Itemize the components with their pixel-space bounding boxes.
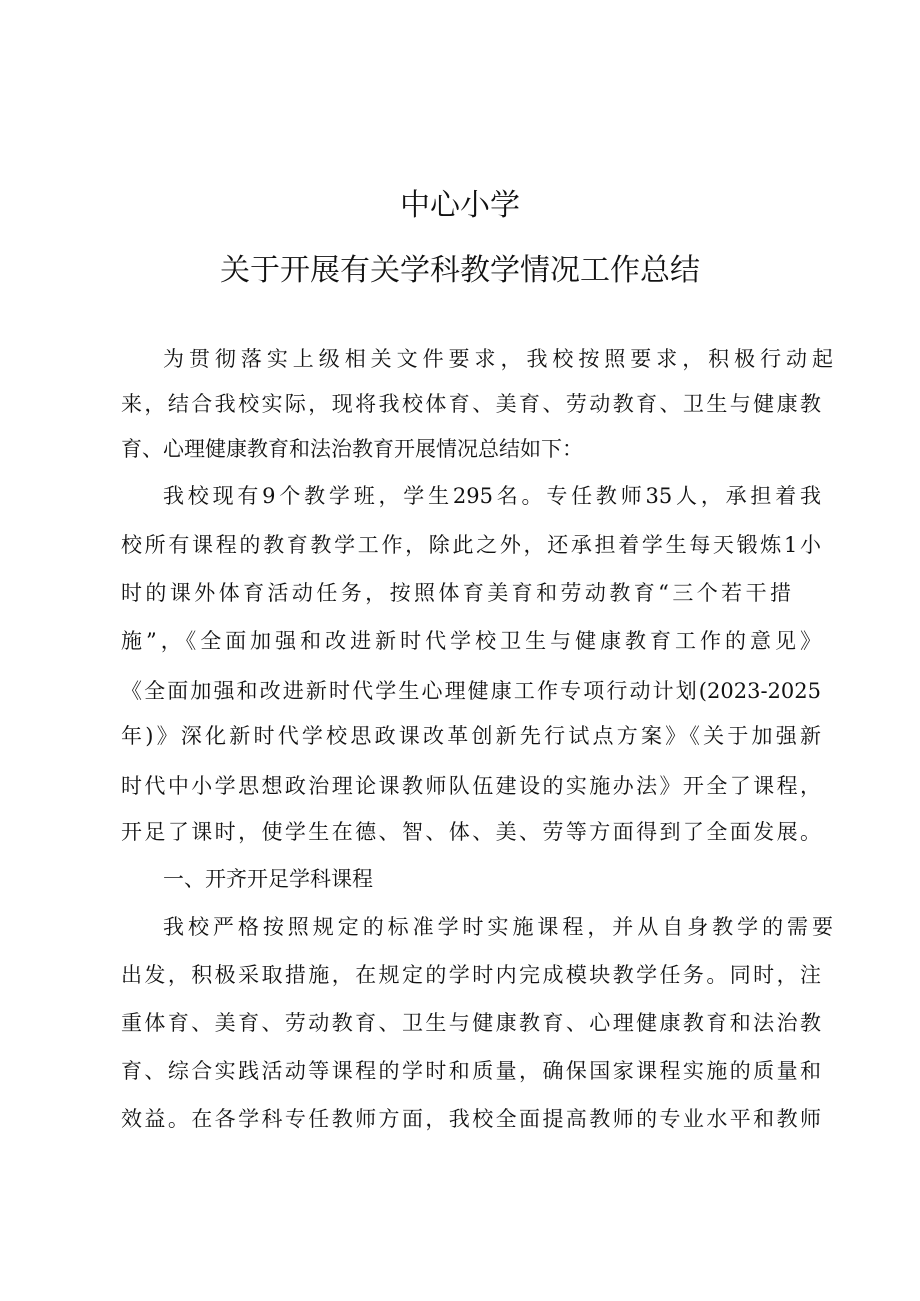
paragraph-2-line-3: 时的课外体育活动任务，按照体育美育和劳动教育“三个若干措 [121,581,791,605]
paragraph-3-line-4: 育、综合实践活动等课程的学时和质量，确保国家课程实施的质量和 [121,1059,821,1083]
paragraph-2-line-1: 我校现有9个教学班，学生295名。专任教师35人，承担着我 [163,484,821,508]
paragraph-3-line-1: 我校严格按照规定的标准学时实施课程，并从自身教学的需要 [163,915,833,939]
paragraph-2-line-6: 年)》深化新时代学校思政课改革创新先行试点方案》《关于加强新 [121,724,821,748]
document-title-main: 关于开展有关学科教学情况工作总结 [220,253,700,288]
paragraph-2-line-2: 校所有课程的教育教学工作，除此之外，还承担着学生每天锻炼1小 [121,533,821,557]
document-title-school: 中心小学 [400,188,520,223]
section-heading-1: 一、开齐开足学科课程 [163,867,373,891]
paragraph-2-line-4: 施”，《全面加强和改进新时代学校卫生与健康教育工作的意见》 [121,629,821,653]
paragraph-1-line-1: 为贯彻落实上级相关文件要求，我校按照要求，积极行动起 [163,347,833,371]
paragraph-2-line-7: 时代中小学思想政治理论课教师队伍建设的实施办法》开全了课程， [121,774,821,798]
paragraph-1-line-2: 来，结合我校实际，现将我校体育、美育、劳动教育、卫生与健康教 [121,392,821,416]
paragraph-3-line-2: 出发，积极采取措施，在规定的学时内完成模块教学任务。同时，注 [121,963,821,987]
paragraph-3-line-3: 重体育、美育、劳动教育、卫生与健康教育、心理健康教育和法治教 [121,1011,821,1035]
paragraph-2-line-8: 开足了课时，使学生在德、智、体、美、劳等方面得到了全面发展。 [121,820,821,844]
paragraph-3-line-5: 效益。在各学科专任教师方面，我校全面提高教师的专业水平和教师 [121,1107,821,1131]
paragraph-2-line-5: 《全面加强和改进新时代学生心理健康工作专项行动计划(2023-2025 [121,679,821,703]
paragraph-1-line-3: 育、心理健康教育和法治教育开展情况总结如下： [121,437,583,461]
